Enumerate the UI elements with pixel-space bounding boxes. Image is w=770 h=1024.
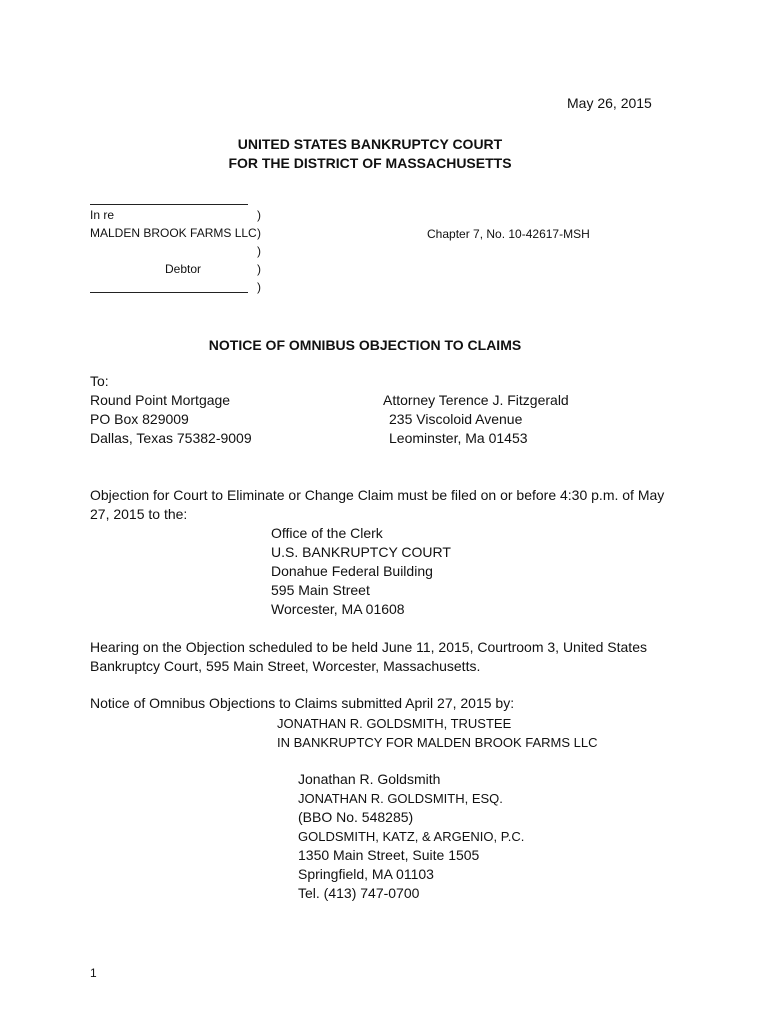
trustee-block bbox=[277, 714, 598, 752]
signature-line: (BBO No. 548285) bbox=[298, 809, 414, 825]
hearing-paragraph bbox=[90, 638, 647, 676]
trustee-line: IN BANKRUPTCY FOR MALDEN BROOK FARMS LLC bbox=[277, 735, 598, 750]
recipient-line: Round Point Mortgage bbox=[90, 392, 231, 408]
recipient-line: 235 Viscoloid Avenue bbox=[389, 411, 523, 427]
submitted-statement: Notice of Omnibus Objections to Claims submitted April 27, 2015 by: bbox=[90, 695, 515, 711]
address-line: Worcester, MA 01608 bbox=[271, 601, 405, 617]
court-name: UNITED STATES BANKRUPTCY COURT bbox=[237, 136, 503, 152]
signature-line: JONATHAN R. GOLDSMITH, ESQ. bbox=[298, 791, 503, 806]
signature-line: Springfield, MA 01103 bbox=[298, 866, 434, 882]
caption-paren: ) bbox=[257, 244, 261, 258]
recipient-line: PO Box 829009 bbox=[90, 411, 189, 427]
recipient-line: Dallas, Texas 75382-9009 bbox=[90, 430, 252, 446]
caption-bottom-rule bbox=[90, 292, 248, 293]
caption-top-rule bbox=[90, 204, 248, 205]
signature-line: Jonathan R. Goldsmith bbox=[298, 771, 441, 787]
recipient-attorney bbox=[383, 391, 569, 448]
recipient-line: Attorney Terence J. Fitzgerald bbox=[383, 392, 569, 408]
in-re-label: In re bbox=[90, 208, 115, 222]
signature-line: Tel. (413) 747-0700 bbox=[298, 885, 420, 901]
address-line: Office of the Clerk bbox=[271, 525, 383, 541]
address-line: 595 Main Street bbox=[271, 582, 370, 598]
page-number: 1 bbox=[90, 966, 97, 980]
debtor-name: MALDEN BROOK FARMS LLC bbox=[90, 226, 257, 240]
signature-block bbox=[298, 770, 524, 903]
address-line: Donahue Federal Building bbox=[271, 563, 433, 579]
trustee-line: JONATHAN R. GOLDSMITH, TRUSTEE bbox=[277, 716, 512, 731]
paragraph-line: 27, 2015 to the: bbox=[90, 506, 188, 522]
objection-paragraph bbox=[90, 486, 664, 524]
caption-paren: ) bbox=[257, 262, 261, 276]
paragraph-line: Hearing on the Objection scheduled to be held June 11, 2015, Courtroom 3, United States bbox=[90, 639, 647, 655]
caption-paren: ) bbox=[257, 226, 261, 240]
case-number: Chapter 7, No. 10-42617-MSH bbox=[427, 227, 590, 241]
court-district: FOR THE DISTRICT OF MASSACHUSETTS bbox=[228, 155, 512, 171]
caption-paren: ) bbox=[257, 208, 261, 222]
notice-title: NOTICE OF OMNIBUS OBJECTION TO CLAIMS bbox=[208, 337, 522, 353]
signature-line: 1350 Main Street, Suite 1505 bbox=[298, 847, 480, 863]
recipient-mortgage bbox=[90, 391, 252, 448]
clerk-address bbox=[271, 524, 451, 619]
paragraph-line: Bankruptcy Court, 595 Main Street, Worcester, Massachusetts. bbox=[90, 658, 481, 674]
recipient-line: Leominster, Ma 01453 bbox=[389, 430, 528, 446]
address-line: U.S. BANKRUPTCY COURT bbox=[271, 544, 451, 560]
caption-paren: ) bbox=[257, 280, 261, 294]
signature-line: GOLDSMITH, KATZ, & ARGENIO, P.C. bbox=[298, 829, 525, 844]
to-label: To: bbox=[90, 373, 109, 389]
paragraph-line: Objection for Court to Eliminate or Change Claim must be filed on or before 4:30 p.m. of May bbox=[90, 487, 665, 503]
document-date: May 26, 2015 bbox=[567, 95, 652, 111]
debtor-label: Debtor bbox=[165, 262, 202, 276]
